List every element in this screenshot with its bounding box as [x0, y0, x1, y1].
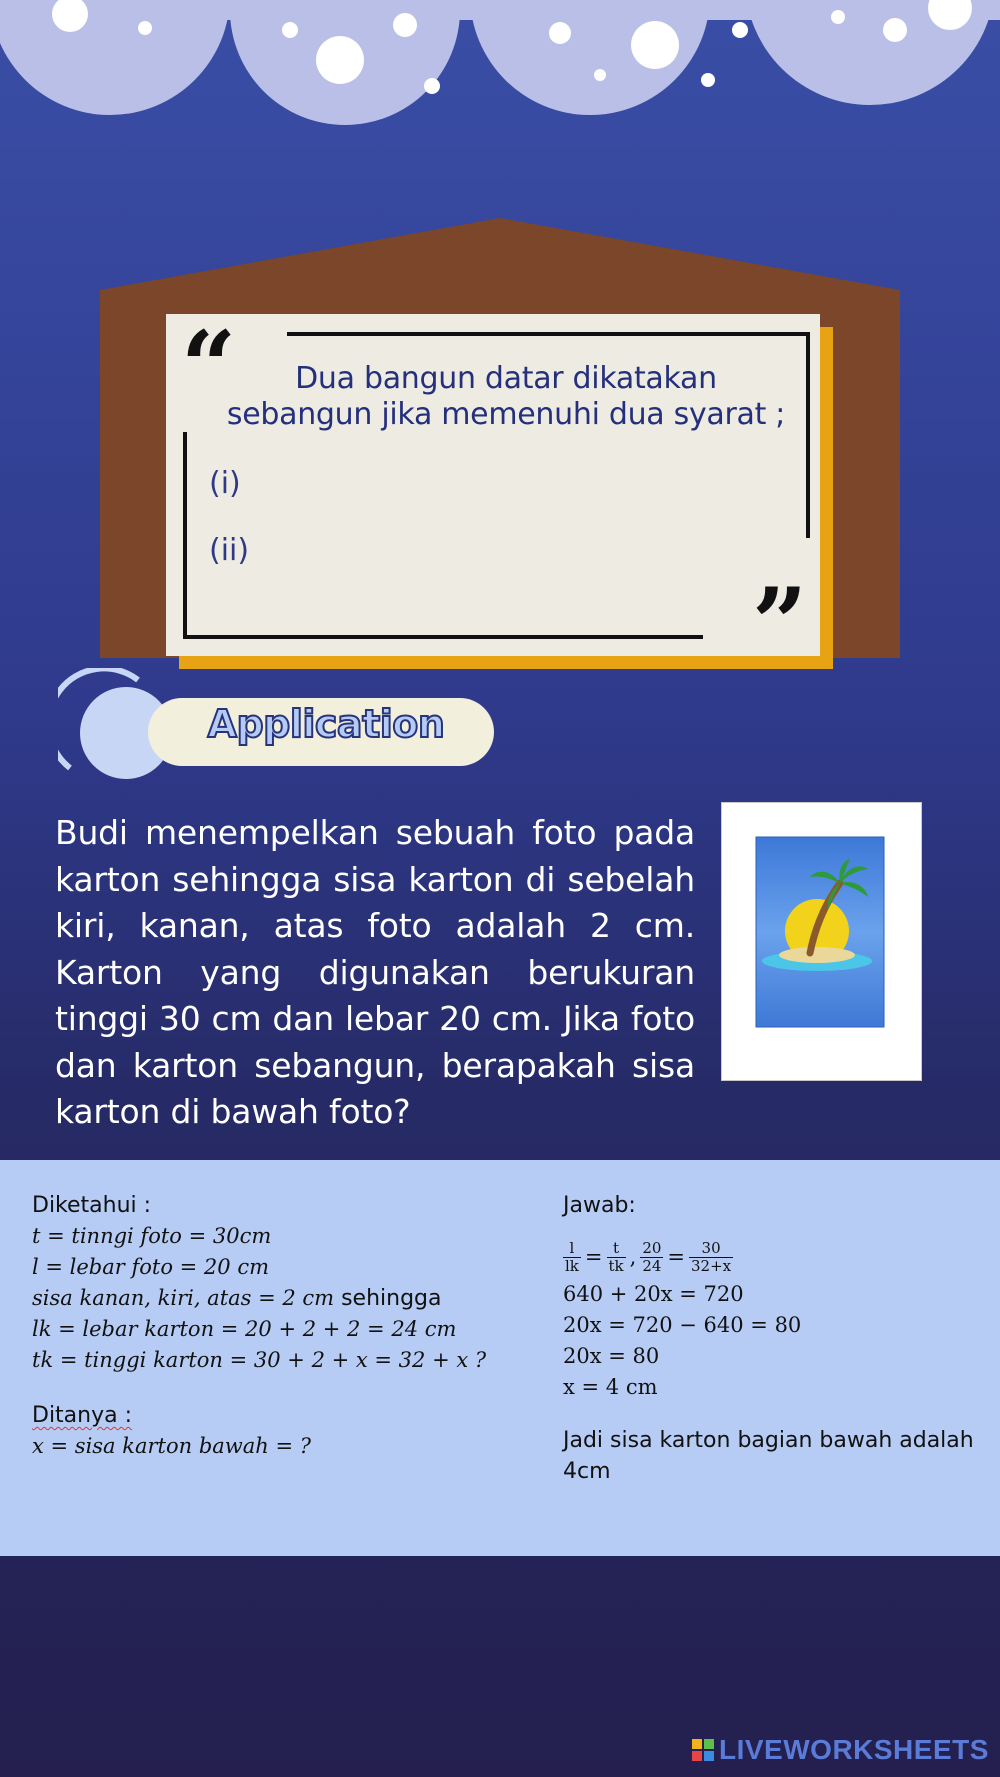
similarity-definition-text	[206, 361, 806, 433]
condition-i-label: (i)	[209, 466, 241, 501]
step-1: 640 + 20x = 720	[563, 1282, 744, 1306]
definition-line-2: sebangun jika memenuhi dua syarat ;	[226, 397, 786, 432]
frac-den-24: 24	[642, 1256, 662, 1275]
known-card-height: tk = tinggi karton = 30 + 2 + x = 32 + x ?	[32, 1348, 487, 1372]
frac-num-t: t	[607, 1240, 626, 1258]
step-4: x = 4 cm	[563, 1375, 658, 1399]
cloud-decoration	[0, 0, 1000, 140]
conclusion-line-1: Jadi sisa karton bagian bawah adalah	[563, 1428, 974, 1453]
asked-label: Ditanya :	[32, 1403, 133, 1428]
condition-ii-label: (ii)	[209, 533, 250, 568]
frac-num-l: l	[563, 1240, 581, 1258]
equals-sign: =	[584, 1245, 603, 1269]
step-3: 20x = 80	[563, 1344, 660, 1368]
quote-frame-bottom	[183, 432, 703, 639]
fraction-30-32x	[689, 1240, 733, 1275]
comma-sep: ,	[629, 1245, 637, 1269]
known-margins-row	[32, 1283, 552, 1314]
step-2: 20x = 720 − 640 = 80	[563, 1313, 802, 1337]
known-card-width: lk = lebar karton = 20 + 2 + 2 = 24 cm	[32, 1317, 457, 1341]
frac-num-30: 30	[689, 1240, 733, 1258]
known-photo-width: l = lebar foto = 20 cm	[32, 1255, 269, 1279]
close-quote-icon: ”	[752, 567, 808, 680]
photo-on-cardboard	[721, 802, 922, 1081]
open-quote-icon: “	[181, 310, 237, 423]
asked-label-row	[32, 1400, 552, 1431]
definition-quote-card	[166, 310, 820, 680]
known-margins: sisa kanan, kiri, atas = 2 cm	[32, 1286, 335, 1310]
solution-panel	[0, 1160, 1000, 1556]
similarity-ratio	[563, 1235, 1000, 1279]
application-title: Application	[207, 702, 445, 746]
liveworksheets-logo-icon	[692, 1739, 714, 1761]
brand-name: LIVEWORKSHEETS	[719, 1734, 989, 1765]
known-section	[32, 1190, 552, 1462]
island-palm-photo-icon	[722, 803, 921, 1080]
known-label: Diketahui :	[32, 1193, 152, 1218]
liveworksheets-brand[interactable]	[692, 1735, 989, 1765]
frac-num-20: 20	[642, 1238, 662, 1257]
known-margins-suffix: sehingga	[341, 1286, 442, 1311]
answer-section	[563, 1190, 1000, 1487]
known-photo-height: t = tinngi foto = 30cm	[32, 1224, 272, 1248]
problem-text: Budi menempelkan sebuah foto pada karton sehingga sisa karton di sebelah kiri, kanan, atas foto adalah 2 cm. Karton yang digunakan berukuran tinggi 30 cm dan lebar 20 cm. Jika foto dan karton sebangun, berapakah sisa karton di bawah foto?	[55, 813, 695, 1131]
fraction-20-24	[640, 1240, 663, 1275]
equals-sign-2: =	[667, 1245, 686, 1269]
fraction-l-lk	[563, 1240, 581, 1275]
definition-line-1: Dua bangun datar dikatakan	[295, 361, 717, 396]
frac-den-tk: tk	[608, 1256, 624, 1275]
asked-question: x = sisa karton bawah = ?	[32, 1434, 312, 1458]
answer-label: Jawab:	[563, 1193, 636, 1218]
conclusion-line-2: 4cm	[563, 1459, 611, 1484]
frac-den-lk: lk	[565, 1256, 579, 1275]
frac-den-32x: 32+x	[691, 1256, 732, 1275]
fraction-t-tk	[607, 1240, 626, 1275]
